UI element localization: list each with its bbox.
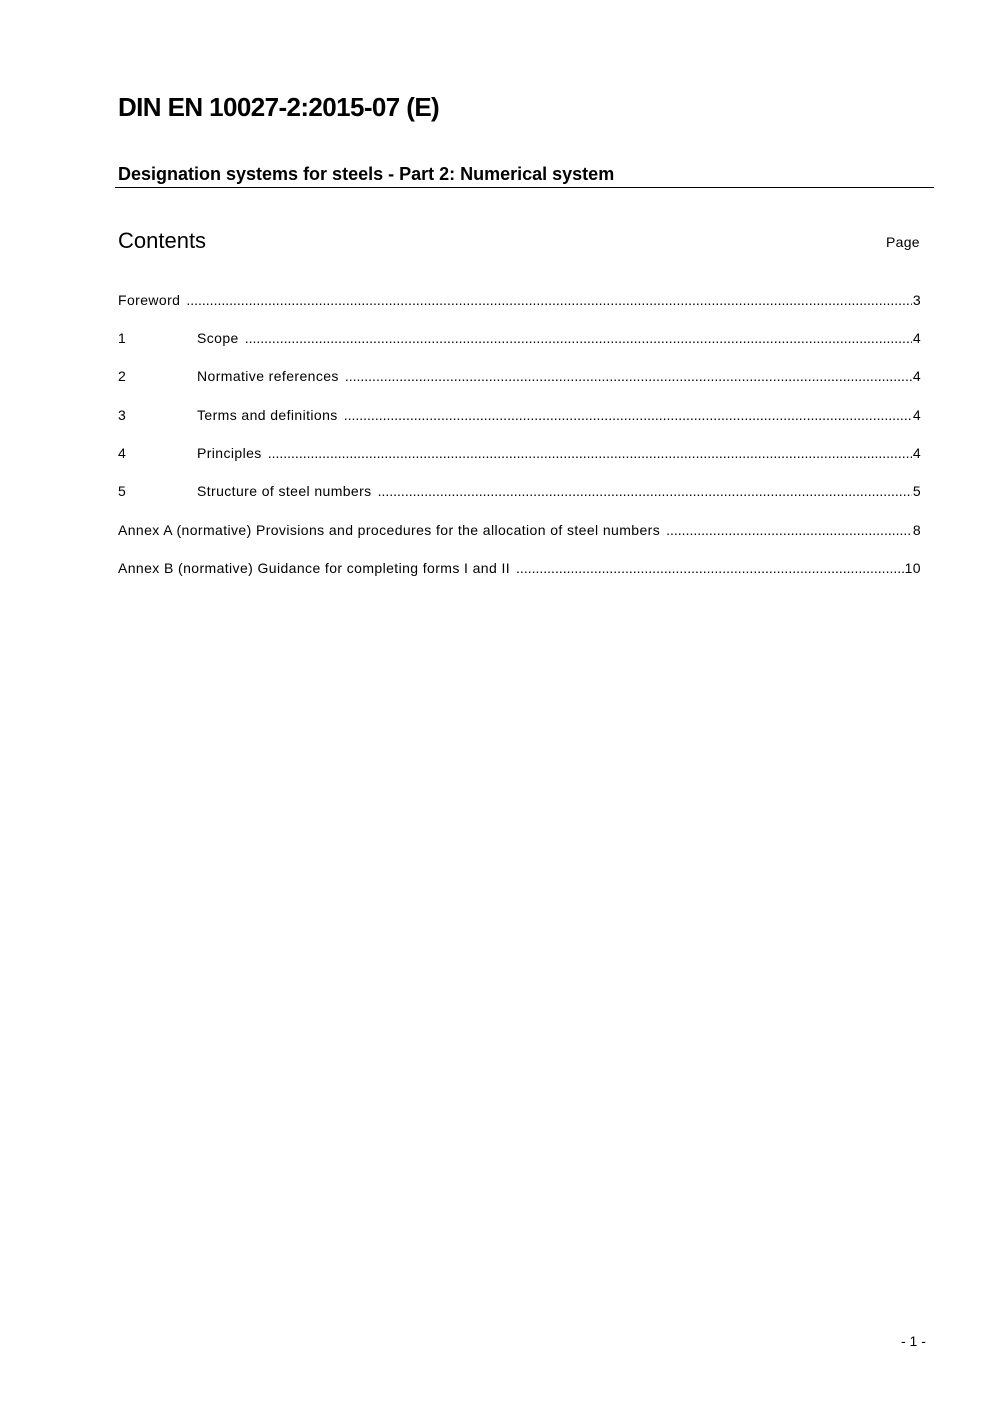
toc-entry-number: 3 <box>118 407 127 423</box>
toc-entry-page: 4 <box>912 330 921 346</box>
toc-entry-title: Annex B (normative) Guidance for completing forms I and II <box>118 560 511 576</box>
toc-dot-leader <box>268 445 912 461</box>
toc-dot-leader <box>344 407 912 423</box>
toc-entry-page: 3 <box>912 292 921 308</box>
toc-entry-principles[interactable] <box>118 445 921 465</box>
footer-page-number: - 1 - <box>901 1333 926 1349</box>
page-column-heading: Page <box>886 234 920 250</box>
toc-entry-number: 4 <box>118 445 127 461</box>
toc-dot-leader <box>516 560 904 576</box>
toc-entry-foreword[interactable] <box>118 292 921 312</box>
title-underline <box>115 187 934 188</box>
toc-entry-title: Annex A (normative) Provisions and procedures for the allocation of steel numbers <box>118 522 661 538</box>
toc-entry-number: 5 <box>118 483 127 499</box>
toc-entry-page: 8 <box>912 522 921 538</box>
toc-entry-title: Principles <box>197 445 262 461</box>
toc-entry-title: Terms and definitions <box>197 407 338 423</box>
toc-entry-structure-of-steel-numbers[interactable] <box>118 483 921 503</box>
toc-entry-page: 4 <box>912 445 921 461</box>
toc-entry-title: Normative references <box>197 368 339 384</box>
toc-entry-number: 1 <box>118 330 127 346</box>
toc-entry-page: 10 <box>904 560 921 576</box>
toc-entry-annex-b[interactable] <box>118 560 921 580</box>
toc-entry-title: Structure of steel numbers <box>197 483 372 499</box>
toc-entry-number: 2 <box>118 368 127 384</box>
toc-entry-title: Foreword <box>118 292 181 308</box>
document-title: DIN EN 10027-2:2015-07 (E) <box>118 92 440 122</box>
document-subtitle: Designation systems for steels - Part 2: Numerical system <box>118 164 615 184</box>
toc-dot-leader <box>666 522 912 538</box>
toc-entry-annex-a[interactable] <box>118 522 921 542</box>
toc-entry-title: Scope <box>197 330 239 346</box>
toc-dot-leader <box>345 368 912 384</box>
toc-dot-leader <box>245 330 912 346</box>
toc-dot-leader <box>378 483 912 499</box>
toc-entry-page: 5 <box>912 483 921 499</box>
toc-dot-leader <box>186 292 911 308</box>
toc-entry-terms-and-definitions[interactable] <box>118 407 921 427</box>
contents-heading: Contents <box>118 228 207 253</box>
toc-entry-page: 4 <box>912 407 921 423</box>
toc-entry-page: 4 <box>912 368 921 384</box>
toc-entry-normative-references[interactable] <box>118 368 921 388</box>
toc-entry-scope[interactable] <box>118 330 921 350</box>
